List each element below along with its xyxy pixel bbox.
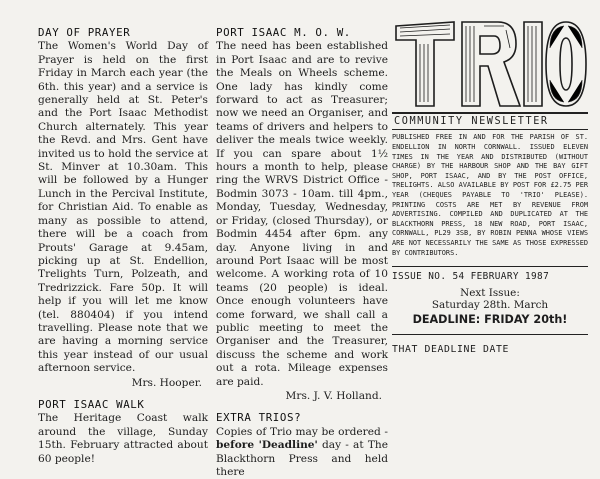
masthead-info: PUBLISHED FREE IN AND FOR THE PARISH OF ST. ENDELLION IN NORTH CORNWALL. ISSUED ELEVEN TIMES IN THE YEAR AND DISTRIBUTED (WITHOUT CHARGE) BY THE HARBOUR SHOP AND THE BAY GIFT SHOP, PORT ISAAC, AND BY THE POST OFFICE, TRELIGHTS. ALSO AVAILABLE BY POST FOR £2.75 PER YEAR (CHEQUES PAYABLE TO 'TRIO' PLEASE). PRINTING COSTS ARE MET BY REVENUE FROM ADVERTISING. COMPILED AND DUPLICATED AT THE BLACKTHORN PRESS, 18 NEW ROAD, PORT ISAAC, CORNWALL, PL29 3SB, BY ROBIN PENNA WHOSE VIEWS ARE NOT NECESSARILY THE SAME AS THOSE EXPRESSED BY CONTRIBUTORS. xyxy=(392,133,588,257)
next-issue-date: Saturday 28th. March xyxy=(431,299,549,312)
issue-number: ISSUE NO. 54 FEBRUARY 1987 xyxy=(392,266,588,283)
masthead-column xyxy=(392,26,588,357)
trio-logo-graphic xyxy=(392,18,588,110)
next-issue xyxy=(392,287,588,312)
deadline-date-heading: THAT DEADLINE DATE xyxy=(392,334,588,356)
next-issue-label: Next Issue: xyxy=(460,286,520,299)
mow-body: The need has been established in Port Isaac and are to revive the Meals on Wheels scheme. One lady has kindly come forward to act as Treasurer; now we need an Organiser, and teams of drivers and helpers to deliver the meals twice weekly. If you can spare about 1½ hours a month to help, please ring the WRVS District Office - Bodmin 3073 - 10am. till 4pm., Monday, Tuesday, Wednesday, or Friday, (closed Thursday), or Bodmin 4454 after 6pm. any day. Anyone living in and around Port Isaac will be most welcome. A working rota of 10 teams (20 people) is ideal. Once enough volunteers have come forward, we shall call a public meeting to meet the Organiser and the Treasurer, discuss the scheme and work out a rota. Mileage expenses are paid. xyxy=(216,40,388,388)
day-of-prayer-body: The Women's World Day of Prayer is held on the first Friday in March each year (the 6th. this year) and a service is generally held at St. Peter's and the Port Isaac Methodist Church alternately. This year the Revd. and Mrs. Gent have invited us to hold the service at St. Minver at 10.30am. This will be followed by a Hunger Lunch in the Percival Institute, for Christian Aid. To enable as many as possible to attend, there will be a coach from Prouts' Garage at 9.45am, picking up at St. Endellion, Trelights Turn, Polzeath, and Tredrizzick. Fare 50p. It will help if you will let me know (tel. 880404) if you intend travelling. Please note that we are having a morning service this year instead of our usual afternoon service. xyxy=(38,40,208,375)
walk-body: The Heritage Coast walk around the village, Sunday 15th. February attracted about 60 people! xyxy=(38,412,208,465)
column-left xyxy=(38,26,208,466)
day-of-prayer-signature: Mrs. Hooper. xyxy=(131,376,202,389)
extra-trios-heading: EXTRA TRIOS? xyxy=(216,411,302,425)
extra-trios-bold: before 'Deadline' xyxy=(216,439,318,452)
extra-trios-text-1: Copies of Trio may be ordered - xyxy=(216,425,388,438)
mow-heading: PORT ISAAC M. O. W. xyxy=(216,26,351,39)
masthead-subtitle: COMMUNITY NEWSLETTER xyxy=(392,112,588,130)
extra-trios-text-2: day - at The Blackthorn Press and held there xyxy=(216,439,388,478)
walk-heading: PORT ISAAC WALK xyxy=(38,397,145,411)
trio-logo xyxy=(392,18,588,110)
mow-signature: Mrs. J. V. Holland. xyxy=(285,389,382,402)
extra-trios-body xyxy=(216,426,388,479)
day-of-prayer-heading: DAY OF PRAYER xyxy=(38,26,131,39)
deadline: DEADLINE: FRIDAY 20th! xyxy=(412,312,568,326)
column-middle xyxy=(216,26,388,479)
